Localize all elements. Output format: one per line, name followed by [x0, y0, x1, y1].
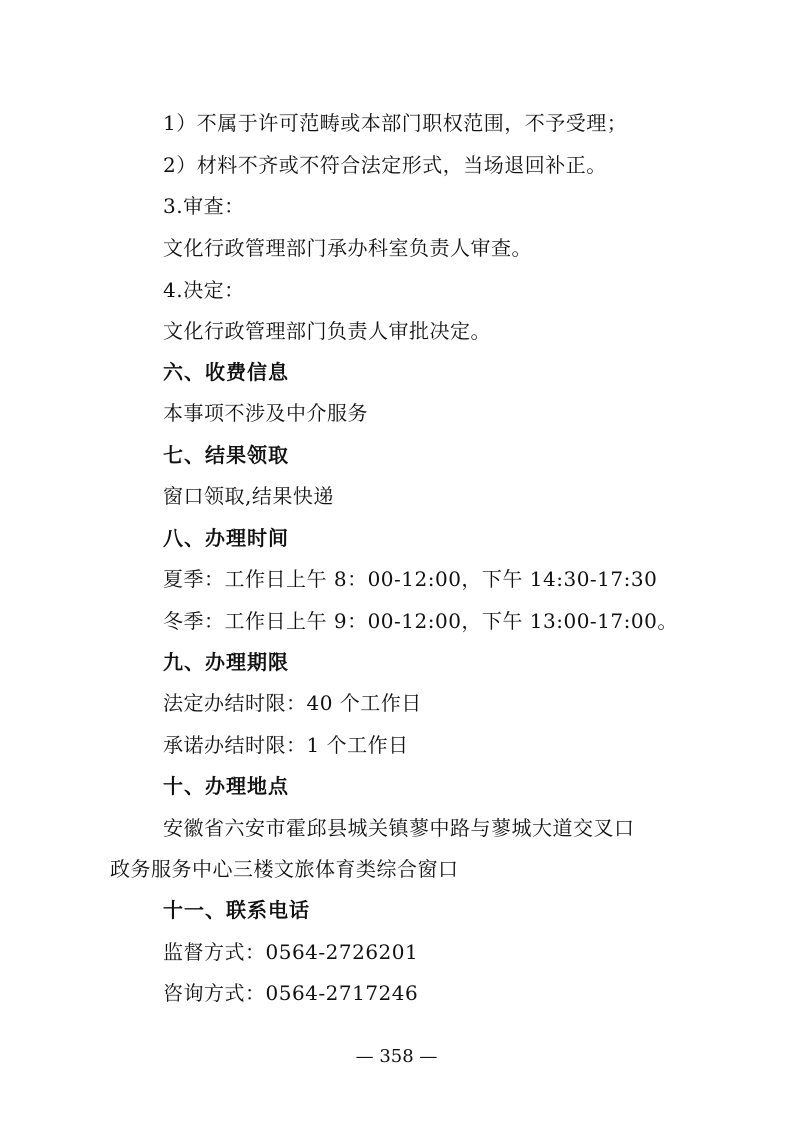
step-review-text: 文化行政管理部门承办科室负责人审查。 [163, 236, 532, 260]
step-review-heading: 3.审查： [163, 194, 245, 218]
contact-supervision-phone: 监督方式：0564-2726201 [163, 940, 419, 964]
promised-deadline: 承诺办结时限：1 个工作日 [163, 733, 409, 757]
legal-deadline: 法定办结时限：40 个工作日 [163, 691, 422, 715]
rejection-item-2: 2）材料不齐或不符合法定形式，当场退回补正。 [163, 153, 607, 177]
hours-summary: 夏季：工作日上午 8：00-12:00，下午 14:30-17:30 [163, 567, 658, 591]
section-contact-heading: 十一、联系电话 [163, 898, 310, 922]
contact-inquiry-phone: 咨询方式：0564-2717246 [163, 981, 419, 1005]
location-address-line-1: 安徽省六安市霍邱县城关镇蓼中路与蓼城大道交叉口 [163, 816, 635, 840]
section-fee-text: 本事项不涉及中介服务 [163, 401, 368, 425]
section-location-heading: 十、办理地点 [163, 774, 289, 798]
rejection-item-1: 1）不属于许可范畴或本部门职权范围，不予受理； [163, 111, 628, 135]
section-result-text: 窗口领取,结果快递 [163, 484, 334, 508]
location-address-line-2: 政务服务中心三楼文旅体育类综合窗口 [110, 857, 459, 881]
section-fee-heading: 六、收费信息 [163, 360, 289, 384]
page-number: — 358 — [355, 1046, 438, 1067]
step-decision-heading: 4.决定： [163, 278, 245, 302]
section-deadline-heading: 九、办理期限 [163, 650, 289, 674]
hours-winter: 冬季：工作日上午 9：00-12:00，下午 13:00-17:00。 [163, 609, 678, 633]
section-hours-heading: 八、办理时间 [163, 526, 289, 550]
section-result-heading: 七、结果领取 [163, 443, 289, 467]
step-decision-text: 文化行政管理部门负责人审批决定。 [163, 319, 491, 343]
